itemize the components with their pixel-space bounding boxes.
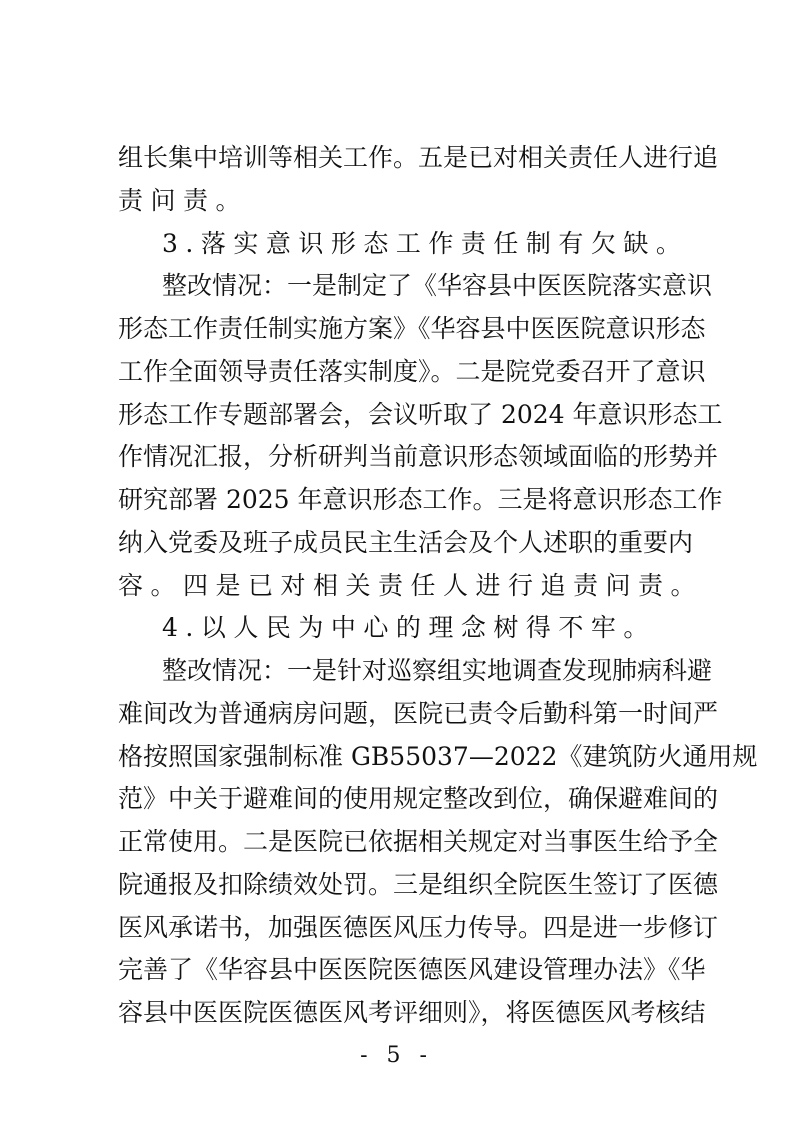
text-line: 纳入党委及班子成员民主生活会及个人述职的重要内 xyxy=(118,527,694,557)
text-line: 形态工作专题部署会，会议听取了 2024 年意识形态工 xyxy=(118,399,723,429)
text-line: 4.以人民为中心的理念树得不牢。 xyxy=(162,613,656,643)
text-line: 研究部署 2025 年意识形态工作。三是将意识形态工作 xyxy=(118,485,723,514)
text-line: 工作全面领导责任落实制度》。二是院党委召开了意识 xyxy=(118,356,706,386)
text-line: 3.落实意识形态工作责任制有欠缺。 xyxy=(162,228,689,258)
text-line: 作情况汇报，分析研判当前意识形态领域面临的形势并 xyxy=(118,442,719,472)
text-line: 形态工作责任制实施方案》《华容县中医医院意识形态 xyxy=(118,314,706,343)
text-line: 责问责。 xyxy=(118,185,249,215)
text-line: 组长集中培训等相关工作。五是已对相关责任人进行追 xyxy=(118,143,719,172)
text-line: 医风承诺书，加强医德医风压力传导。四是进一步修订 xyxy=(118,912,719,942)
text-line: 正常使用。二是医院已依据相关规定对当事医生给予全 xyxy=(118,827,719,856)
text-line: 容县中医医院医德医风考评细则》，将医德医风考核结 xyxy=(118,998,706,1027)
text-line: 整改情况：一是制定了《华容县中医医院落实意识 xyxy=(162,271,713,301)
text-line: 格按照国家强制标准 GB55037—2022《建筑防火通用规 xyxy=(118,741,758,771)
text-line: 容。四是已对相关责任人进行追责问责。 xyxy=(118,570,704,600)
text-line: 范》中关于避难间的使用规定整改到位，确保避难间的 xyxy=(118,784,719,814)
text-line: 院通报及扣除绩效处罚。三是组织全院医生签订了医德 xyxy=(118,869,719,899)
text-line: 完善了《华容县中医医院医德医风建设管理办法》《华 xyxy=(118,955,706,985)
page-number: - 5 - xyxy=(360,1043,433,1068)
text-line: 整改情况：一是针对巡察组实地调查发现肺病科避 xyxy=(162,656,713,685)
text-line: 难间改为普通病房问题，医院已责令后勤科第一时间严 xyxy=(118,698,719,728)
